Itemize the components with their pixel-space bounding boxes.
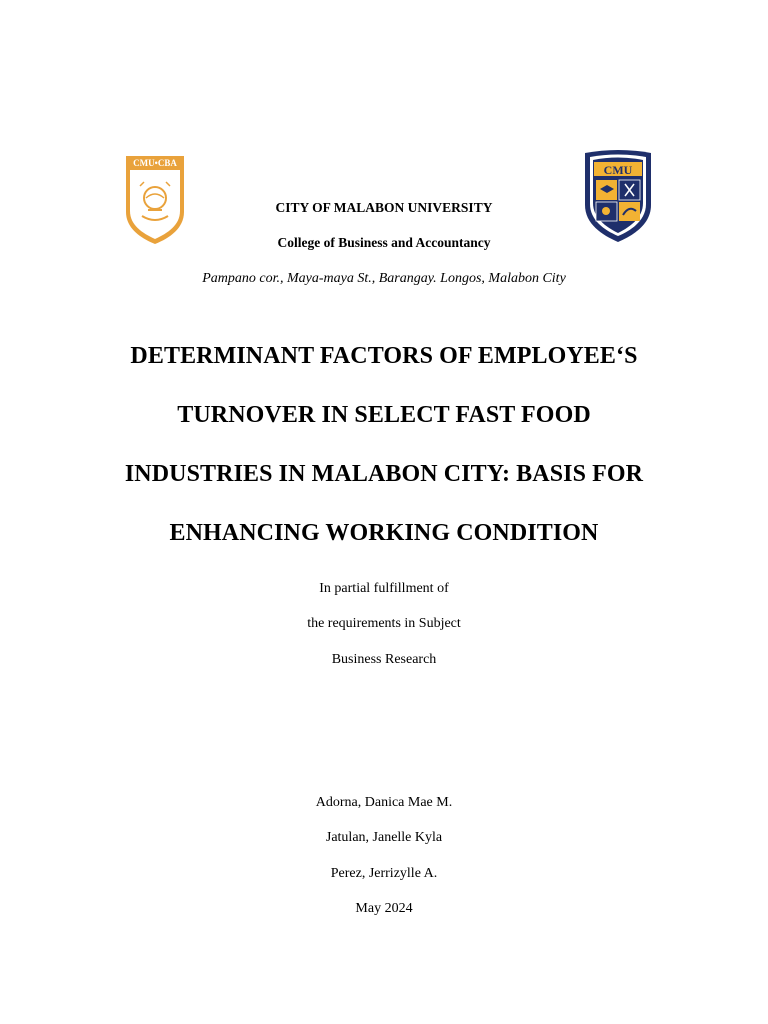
svg-text:CMU•CBA: CMU•CBA xyxy=(133,158,177,168)
submission-line-1: In partial fulfillment of xyxy=(319,581,449,596)
author-3: Perez, Jerrizylle A. xyxy=(330,866,438,881)
cmu-shield-icon xyxy=(582,149,654,244)
cmu-logo xyxy=(582,149,654,244)
submission-line-3: Business Research xyxy=(331,652,437,667)
svg-text:CMU: CMU xyxy=(603,163,633,177)
college-name: College of Business and Accountancy xyxy=(277,235,491,250)
author-2: Jatulan, Janelle Kyla xyxy=(325,830,443,845)
address: Pampano cor., Maya-maya St., Barangay. Longos, Malabon City xyxy=(202,271,566,286)
university-name: CITY OF MALABON UNIVERSITY xyxy=(275,200,493,215)
submission-line-2: the requirements in Subject xyxy=(307,616,461,631)
title-line-4: ENHANCING WORKING CONDITION xyxy=(169,520,599,546)
title-line-1: DETERMINANT FACTORS OF EMPLOYEE‘S xyxy=(130,343,638,369)
author-1: Adorna, Danica Mae M. xyxy=(315,795,453,810)
title-line-3: INDUSTRIES IN MALABON CITY: BASIS FOR xyxy=(124,461,644,487)
submission-date: May 2024 xyxy=(355,901,413,916)
title-line-2: TURNOVER IN SELECT FAST FOOD xyxy=(177,402,591,428)
